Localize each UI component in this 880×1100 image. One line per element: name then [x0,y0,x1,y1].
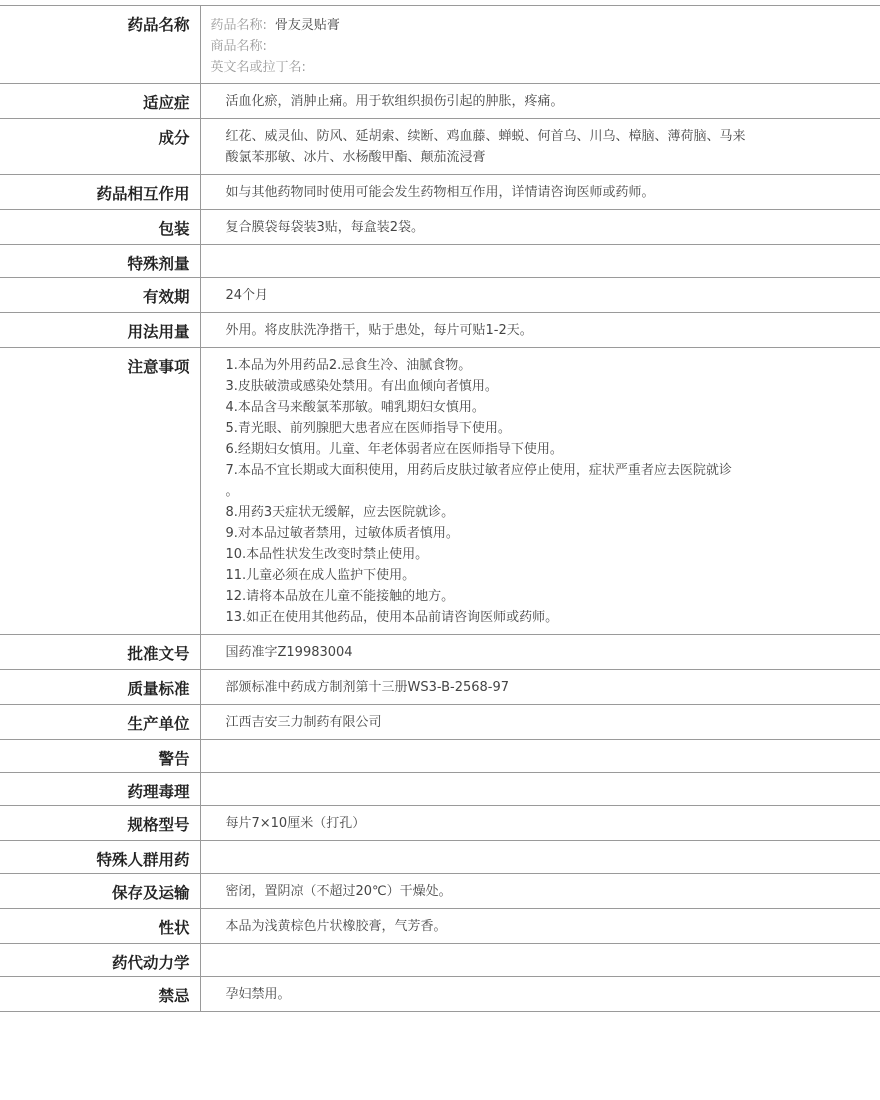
precaution-item: 12.请将本品放在儿童不能接触的地方。 [225,589,455,604]
value-toxicology [200,773,880,806]
row-storage [0,874,880,909]
row-indication [0,84,880,119]
label-usage: 用法用量 [0,313,200,348]
label-warning: 警告 [0,740,200,773]
drug-name-key: 药品名称: [210,18,267,33]
row-interactions [0,175,880,210]
value-storage: 密闭，置阴凉（不超过20℃）干燥处。 [225,884,452,899]
english-name-line [211,57,880,78]
value-ingredients [200,119,880,175]
drug-info-table [0,5,880,1012]
value-indication: 活血化瘀，消肿止痛。用于软组织损伤引起的肿胀，疼痛。 [225,94,564,109]
value-pharmacokinetics [200,944,880,977]
label-drug-name: 药品名称 [0,6,200,84]
precaution-item: 5.青光眼、前列腺肥大患者应在医师指导下使用。 [225,421,511,436]
label-interactions: 药品相互作用 [0,175,200,210]
precaution-item: 4.本品含马来酸氯苯那敏。哺乳期妇女慎用。 [225,400,485,415]
precaution-item: 。 [225,484,239,499]
trade-name-value [267,39,275,54]
row-drug-name [0,6,880,84]
label-appearance: 性状 [0,909,200,944]
value-contraindications: 孕妇禁用。 [225,987,291,1002]
row-special-dosage [0,245,880,278]
value-quality: 部颁标准中药成方制剂第十三册WS3-B-2568-97 [225,680,510,695]
label-precautions: 注意事项 [0,348,200,635]
value-approval: 国药准字Z19983004 [225,645,353,660]
value-drug-name-block [200,6,880,84]
row-precautions [0,348,880,635]
precaution-item: 3.皮肤破溃或感染处禁用。有出血倾向者慎用。 [225,379,498,394]
row-ingredients [0,119,880,175]
row-quality [0,670,880,705]
label-validity: 有效期 [0,278,200,313]
ingredients-line: 酸氯苯那敏、冰片、水杨酸甲酯、颠茄流浸膏 [225,150,486,165]
label-approval: 批准文号 [0,635,200,670]
label-ingredients: 成分 [0,119,200,175]
label-specification: 规格型号 [0,806,200,841]
value-special-groups [200,841,880,874]
row-toxicology [0,773,880,806]
label-quality: 质量标准 [0,670,200,705]
drug-info-container [0,5,880,1012]
row-special-groups [0,841,880,874]
value-warning [200,740,880,773]
precaution-item: 11.儿童必须在成人监护下使用。 [225,568,416,583]
precaution-item: 13.如正在使用其他药品，使用本品前请咨询医师或药师。 [225,610,559,625]
english-name-key: 英文名或拉丁名: [210,60,306,75]
label-storage: 保存及运输 [0,874,200,909]
label-contraindications: 禁忌 [0,977,200,1012]
ingredients-line: 红花、威灵仙、防风、延胡索、续断、鸡血藤、蝉蜕、何首乌、川乌、樟脑、薄荷脑、马来 [225,129,746,144]
precaution-item: 1.本品为外用药品2.忌食生冷、油腻食物。 [225,358,472,373]
row-manufacturer [0,705,880,740]
precaution-item: 10.本品性状发生改变时禁止使用。 [225,547,429,562]
value-precautions [200,348,880,635]
value-special-dosage [200,245,880,278]
precaution-item: 7.本品不宜长期或大面积使用，用药后皮肤过敏者应停止使用，症状严重者应去医院就诊 [225,463,732,478]
value-specification: 每片7×10厘米（打孔） [225,816,366,831]
value-package: 复合膜袋每袋装3贴，每盒装2袋。 [225,220,425,235]
row-pharmacokinetics [0,944,880,977]
precaution-item: 8.用药3天症状无缓解，应去医院就诊。 [225,505,455,520]
label-pharmacokinetics: 药代动力学 [0,944,200,977]
value-appearance: 本品为浅黄棕色片状橡胶膏，气芳香。 [225,919,447,934]
english-name-value [306,60,314,75]
row-approval [0,635,880,670]
label-special-dosage: 特殊剂量 [0,245,200,278]
row-usage [0,313,880,348]
precaution-item: 9.对本品过敏者禁用，过敏体质者慎用。 [225,526,459,541]
trade-name-key: 商品名称: [210,39,267,54]
row-package [0,210,880,245]
label-special-groups: 特殊人群用药 [0,841,200,874]
row-warning [0,740,880,773]
label-package: 包装 [0,210,200,245]
label-indication: 适应症 [0,84,200,119]
value-interactions: 如与其他药物同时使用可能会发生药物相互作用，详情请咨询医师或药师。 [225,185,655,200]
value-validity: 24个月 [225,288,269,303]
value-usage: 外用。将皮肤洗净揩干，贴于患处，每片可贴1-2天。 [225,323,533,338]
label-toxicology: 药理毒理 [0,773,200,806]
row-contraindications [0,977,880,1012]
row-validity [0,278,880,313]
precaution-item: 6.经期妇女慎用。儿童、年老体弱者应在医师指导下使用。 [225,442,563,457]
drug-name-line [211,15,880,36]
row-appearance [0,909,880,944]
drug-name-value: 骨友灵贴膏 [274,18,340,33]
value-manufacturer: 江西吉安三力制药有限公司 [225,715,382,730]
trade-name-line [211,36,880,57]
row-specification [0,806,880,841]
label-manufacturer: 生产单位 [0,705,200,740]
